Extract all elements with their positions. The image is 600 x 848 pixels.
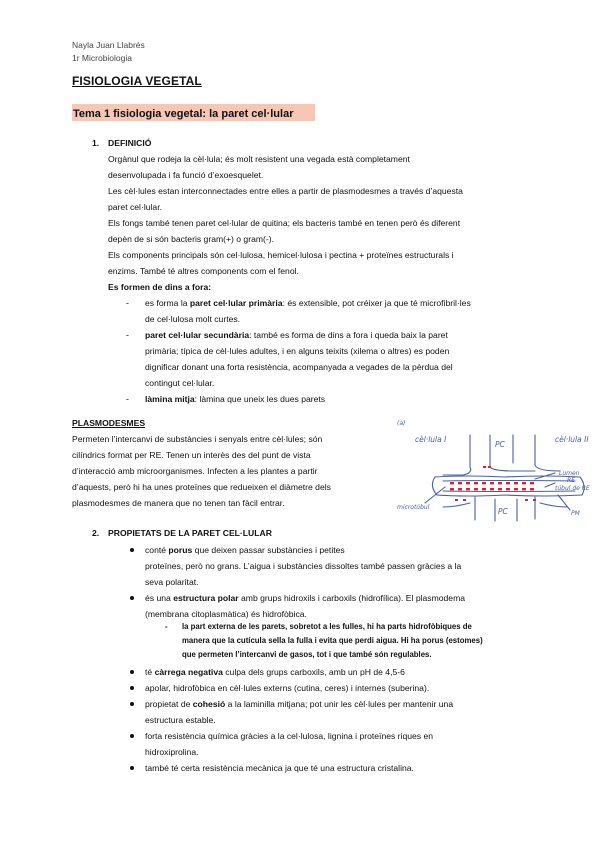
label-lumen: Lumen (559, 470, 580, 477)
list-item-primary-wall-line-2: de cel·lulosa molt curtes. (145, 314, 241, 324)
list-item-secondary-wall: paret cel·lular secundària: també es forma de dins a fora i queda baix la paret (145, 330, 448, 340)
property-cohesion-line-2: estructura estable. (145, 715, 216, 725)
label-micro: microtúbul (397, 504, 430, 511)
term-cohesion: cohesió (192, 699, 226, 709)
diagram-mark: (a) (397, 420, 406, 427)
section1-heading (92, 138, 151, 148)
list-item-secondary-wall-line-4: contingut cel·lular. (145, 378, 215, 388)
channel-bottom (437, 495, 582, 496)
property-pores: conté porus que deixen passar substàncies i petites (145, 545, 345, 555)
plasmodesmes-line-3: d’interacció amb microorganismes. Infecten a les plantes a partir (72, 466, 318, 476)
property-chemical-resistance: forta resistència química gràcies a la cel·lulosa, lignina i proteïnes riques en (145, 731, 434, 741)
property-mechanical-resistance: també té certa resistència mecànica ja que té una estructura cristalina. (145, 763, 414, 773)
list-dash: - (126, 330, 129, 340)
list-item-secondary-wall-line-3: dignificar donant una forta resistència, acompanyada a vegades de la pèrdua del (145, 362, 453, 372)
property-pores-line-2: proteïnes, però no grans. L’aigua i substàncies dissoltes també passen gràcies a la (145, 561, 462, 571)
section1-number: 1. (92, 138, 100, 148)
definition-paragraph-3-line-2: depèn de si són bacteris gram(+) o gram(-). (108, 234, 274, 244)
label-re: RE (567, 477, 575, 484)
header-course: 1r Microbiologia (72, 53, 132, 63)
plasmodesmes-line-1: Permeten l’intercanvi de substàncies i senyals entre cèl·lules; són (72, 434, 323, 444)
label-cell-2: cèl·lula II (555, 435, 589, 444)
definition-paragraph-3-line-1: Els fongs també tenen paret cel·lular de quitina; els bacteris també en tenen però és diferent (108, 218, 461, 228)
property-polar-line-2: (membrana citoplasmàtica) és hidrofòbica. (145, 609, 307, 619)
sub-cuticle-line-2: manera que la cutícula sella la fulla i evita que perdi aigua. Hi ha porus (estomes) (182, 636, 483, 645)
definition-paragraph-2-line-2: paret cel·lular. (108, 202, 162, 212)
definition-paragraph-2-line-1: Les cèl·lules estan interconnectades entre elles a partir de plasmodesmes a través d’aquesta (108, 186, 463, 196)
bullet (130, 766, 134, 770)
plasmodesmes-line-2: cilíndrics format per RE. Tenen un interès des del punt de vista (72, 450, 311, 460)
definition-paragraph-4-line-2: enzims. També té altres components com el fenol. (108, 266, 299, 276)
property-polar: és una estructura polar amb grups hidroxils i carboxils (hidrofílica). El plasmodema (145, 593, 466, 603)
sub-cuticle-line-3: que permeten l’intercanvi de gasos, tot i que també són regulables. (182, 650, 432, 659)
section2-title: PROPIETATS DE LA PARET CEL·LULAR (108, 528, 272, 538)
tema-heading: Tema 1 fisiologia vegetal: la paret cel·lular (73, 108, 294, 120)
term-pores: porus (168, 545, 193, 555)
property-apolar: apolar, hidrofòbica en cèl·lules externs (cutina, ceres) i internes (suberina). (145, 683, 430, 693)
sub-dash: - (165, 622, 168, 631)
bullet (130, 686, 134, 690)
document-title: FISIOLOGIA VEGETAL (72, 74, 202, 88)
header-author: Nayla Juan Llabrés (72, 40, 145, 50)
term-primary-wall: paret cel·lular primària (189, 298, 283, 308)
property-cohesion: propietat de cohesió a la laminilla mitjana; pot unir les cèl·lules per mantenir una (145, 699, 454, 709)
label-pc-top: PC (495, 440, 505, 449)
section2-number: 2. (92, 528, 100, 538)
definition-paragraph-1-line-1: Orgànul que rodeja la cèl·lula; és molt resistent una vegada està completament (108, 154, 410, 164)
definition-paragraph-4-line-1: Els components principals són cel·lulosa, hemicel·lulosa i pectina + proteïnes estructurals i (108, 250, 454, 260)
term-polar-structure: estructura polar (173, 593, 239, 603)
definition-paragraph-1-line-2: desenvolupada i fa funció d’exoesquelet. (108, 170, 264, 180)
label-pm: PM (571, 510, 580, 517)
bullet (130, 702, 134, 706)
property-chemical-resistance-line-2: hidroxiprolina. (145, 747, 199, 757)
plasmodesmes-line-4: d’aquests, però hi ha unes proteïnes que redueixen el diàmetre dels (72, 482, 331, 492)
list-dash: - (126, 394, 129, 404)
sub-cuticle-line-1: la part externa de les parets, sobretot a les fulles, hi ha parts hidrofòbiques de (182, 622, 472, 631)
bullet (130, 670, 134, 674)
section1-title: DEFINICIÓ (108, 138, 152, 148)
list-dash: - (126, 298, 129, 308)
bullet (130, 596, 134, 600)
bullet (130, 548, 134, 552)
list-item-middle-lamella: làmina mitja: làmina que uneix les dues parets (145, 394, 326, 404)
tema-heading-highlight (72, 104, 315, 121)
term-secondary-wall: paret cel·lular secundària (145, 330, 250, 340)
list-item-primary-wall: es forma la paret cel·lular primària: és extensible, pot créixer ja que té microfibril·les (145, 298, 471, 308)
plasmodesma-diagram (395, 415, 600, 530)
term-middle-lamella: làmina mitja (145, 394, 195, 404)
label-tubul: túbul de RE (555, 485, 590, 492)
property-pores-line-3: seva polaritat. (145, 577, 199, 587)
plasmodesmes-line-5: plasmodesmes de manera que no tenen tan fàcil entrar. (72, 498, 285, 508)
list-item-secondary-wall-line-2: primària; típica de cèl·lules adultes, i en alguns teixits (xilema o altres) es poden (145, 346, 450, 356)
section2-heading (92, 528, 272, 538)
label-pc-bottom: PC (498, 507, 508, 516)
term-negative-charge: càrrega negativa (154, 667, 223, 677)
wall-upper-left (443, 435, 471, 475)
property-negative-charge: té càrrega negativa culpa dels grups carboxils, amb un pH de 4,5-6 (145, 667, 405, 677)
forming-label: Es formen de dins a fora: (108, 282, 212, 292)
plasmodesmes-heading: PLASMODESMES (72, 418, 146, 428)
label-cell-1: cèl·lula I (415, 435, 447, 444)
bullet (130, 734, 134, 738)
